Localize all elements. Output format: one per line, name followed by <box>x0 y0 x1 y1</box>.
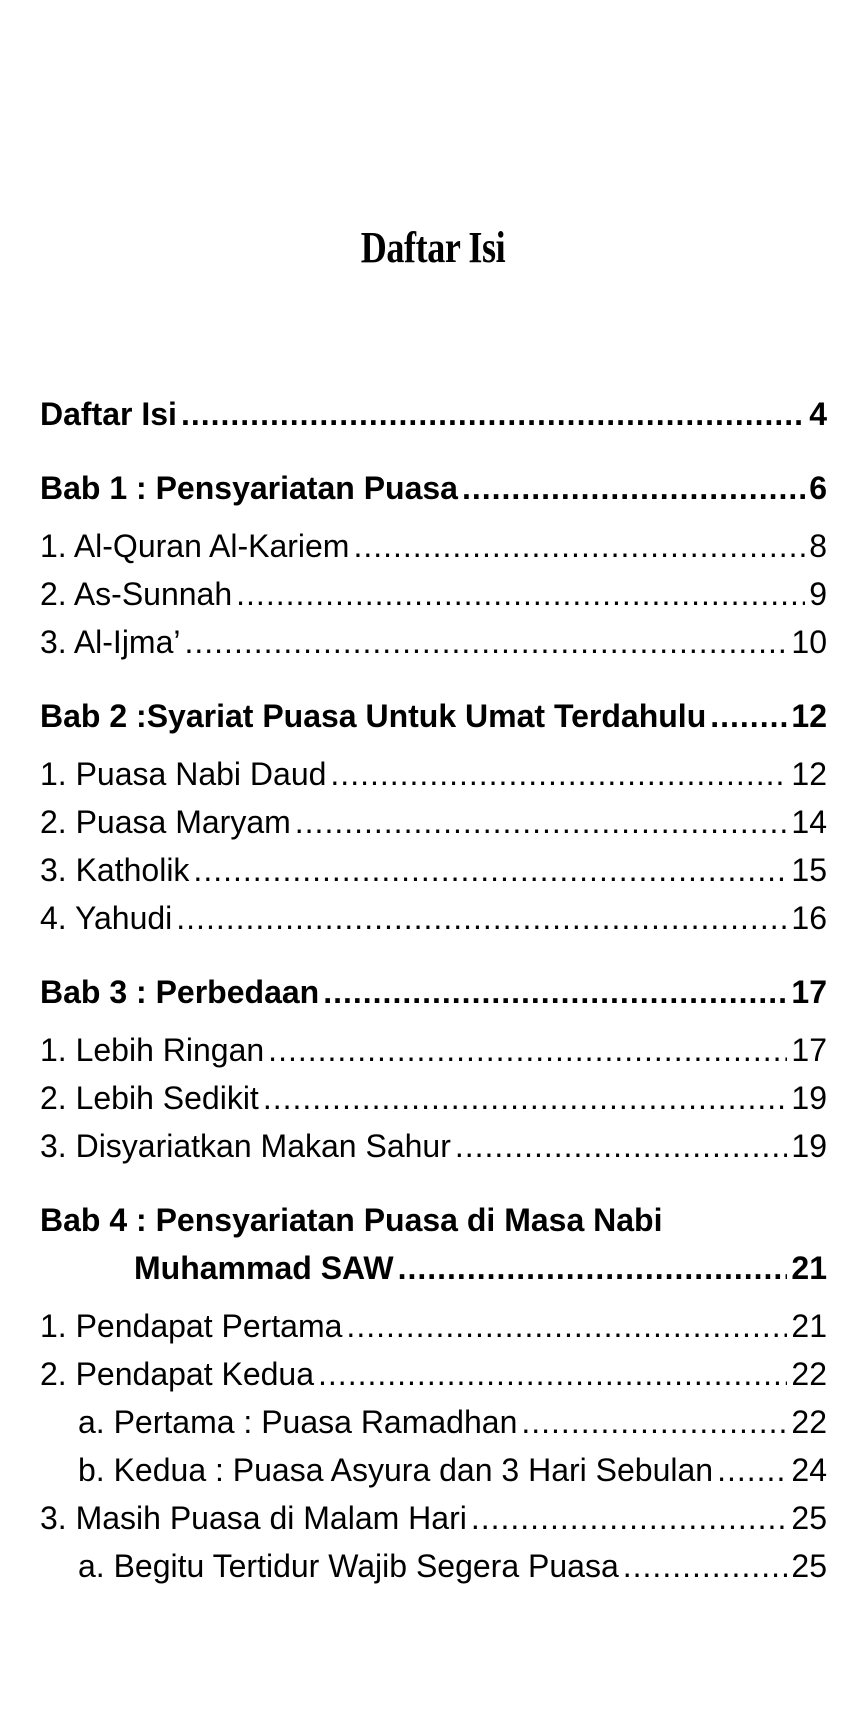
dot-leader <box>710 692 787 740</box>
toc-entry-daftar-isi[interactable] <box>40 390 827 438</box>
toc-page-number: 9 <box>809 576 827 612</box>
toc-label: Bab 3 : Perbedaan <box>40 974 320 1010</box>
toc-entry[interactable] <box>40 618 827 666</box>
toc-label: 1. Puasa Nabi Daud <box>40 756 327 792</box>
toc-entry[interactable] <box>40 570 827 618</box>
toc-label: 3. Al-Ijma’ <box>40 624 181 660</box>
dot-leader <box>330 750 787 798</box>
dot-leader <box>717 1446 787 1494</box>
toc-page-number: 25 <box>791 1500 827 1536</box>
toc-entry[interactable] <box>40 1494 827 1542</box>
toc-label: 3. Masih Puasa di Malam Hari <box>40 1500 467 1536</box>
toc-entry-bab-1[interactable] <box>40 464 827 512</box>
dot-leader <box>318 1350 787 1398</box>
toc-label: a. Begitu Tertidur Wajib Segera Puasa <box>78 1548 619 1584</box>
toc-page-number: 6 <box>809 470 827 506</box>
dot-leader <box>181 390 805 438</box>
toc-entry[interactable] <box>40 1122 827 1170</box>
toc-page-number: 19 <box>791 1128 827 1164</box>
toc-entry[interactable] <box>40 1350 827 1398</box>
toc-page-number: 12 <box>791 698 827 734</box>
dot-leader <box>462 464 805 512</box>
dot-leader <box>323 968 787 1016</box>
dot-leader <box>398 1244 788 1292</box>
toc-page-number: 16 <box>791 900 827 936</box>
dot-leader <box>184 618 787 666</box>
toc-entry-bab-4[interactable] <box>40 1196 827 1292</box>
toc-page-number: 10 <box>791 624 827 660</box>
toc-page-number: 25 <box>791 1548 827 1584</box>
toc-entry-bab-3[interactable] <box>40 968 827 1016</box>
toc-subentry[interactable] <box>40 1446 827 1494</box>
toc-label: 1. Al-Quran Al-Kariem <box>40 528 350 564</box>
toc-page-number: 22 <box>791 1404 827 1440</box>
toc-page-number: 17 <box>791 974 827 1010</box>
toc-label: b. Kedua : Puasa Asyura dan 3 Hari Sebulan <box>78 1452 714 1488</box>
toc-entry[interactable] <box>40 1302 827 1350</box>
toc-page-number: 22 <box>791 1356 827 1392</box>
toc-page-number: 21 <box>791 1308 827 1344</box>
toc-page-number: 4 <box>809 396 827 432</box>
dot-leader <box>176 894 787 942</box>
toc-label: 2. Lebih Sedikit <box>40 1080 259 1116</box>
dot-leader <box>295 798 788 846</box>
toc-entry[interactable] <box>40 798 827 846</box>
toc-page-number: 17 <box>791 1032 827 1068</box>
toc-subentry[interactable] <box>40 1398 827 1446</box>
toc-page-number: 19 <box>791 1080 827 1116</box>
toc-label: Bab 1 : Pensyariatan Puasa <box>40 470 458 506</box>
toc-page-number: 12 <box>791 756 827 792</box>
dot-leader <box>236 570 805 618</box>
dot-leader <box>193 846 787 894</box>
dot-leader <box>623 1542 788 1590</box>
toc-label: 2. Pendapat Kedua <box>40 1356 315 1392</box>
toc-entry[interactable] <box>40 522 827 570</box>
toc-entry[interactable] <box>40 1074 827 1122</box>
toc-entry[interactable] <box>40 1026 827 1074</box>
toc-subentry[interactable] <box>40 1542 827 1590</box>
toc-entry[interactable] <box>40 750 827 798</box>
dot-leader <box>268 1026 787 1074</box>
toc-label: 2. Puasa Maryam <box>40 804 291 840</box>
toc-label: Bab 2 :Syariat Puasa Untuk Umat Terdahulu <box>40 698 707 734</box>
dot-leader <box>346 1302 787 1350</box>
page-title: Daftar Isi <box>360 223 506 272</box>
toc-page-number: 24 <box>791 1452 827 1488</box>
dot-leader <box>455 1122 788 1170</box>
toc-label: 3. Disyariatkan Makan Sahur <box>40 1128 451 1164</box>
toc-entry[interactable] <box>40 894 827 942</box>
table-of-contents <box>40 390 827 1590</box>
dot-leader <box>353 522 805 570</box>
toc-label: a. Pertama : Puasa Ramadhan <box>78 1404 518 1440</box>
dot-leader <box>471 1494 788 1542</box>
toc-label: Bab 4 : Pensyariatan Puasa di Masa Nabi <box>40 1202 663 1238</box>
toc-entry-bab-2[interactable] <box>40 692 827 740</box>
toc-page-number: 15 <box>791 852 827 888</box>
toc-page-number: 14 <box>791 804 827 840</box>
dot-leader <box>263 1074 788 1122</box>
toc-page-number: 8 <box>809 528 827 564</box>
toc-entry[interactable] <box>40 846 827 894</box>
toc-label: 1. Pendapat Pertama <box>40 1308 343 1344</box>
toc-label: 2. As-Sunnah <box>40 576 233 612</box>
toc-page-number: 21 <box>791 1250 827 1286</box>
dot-leader <box>521 1398 787 1446</box>
toc-label: 4. Yahudi <box>40 900 173 936</box>
toc-label: Daftar Isi <box>40 396 177 432</box>
toc-label: 1. Lebih Ringan <box>40 1032 265 1068</box>
toc-label-continued: Muhammad SAW <box>134 1250 394 1286</box>
toc-label: 3. Katholik <box>40 852 190 888</box>
